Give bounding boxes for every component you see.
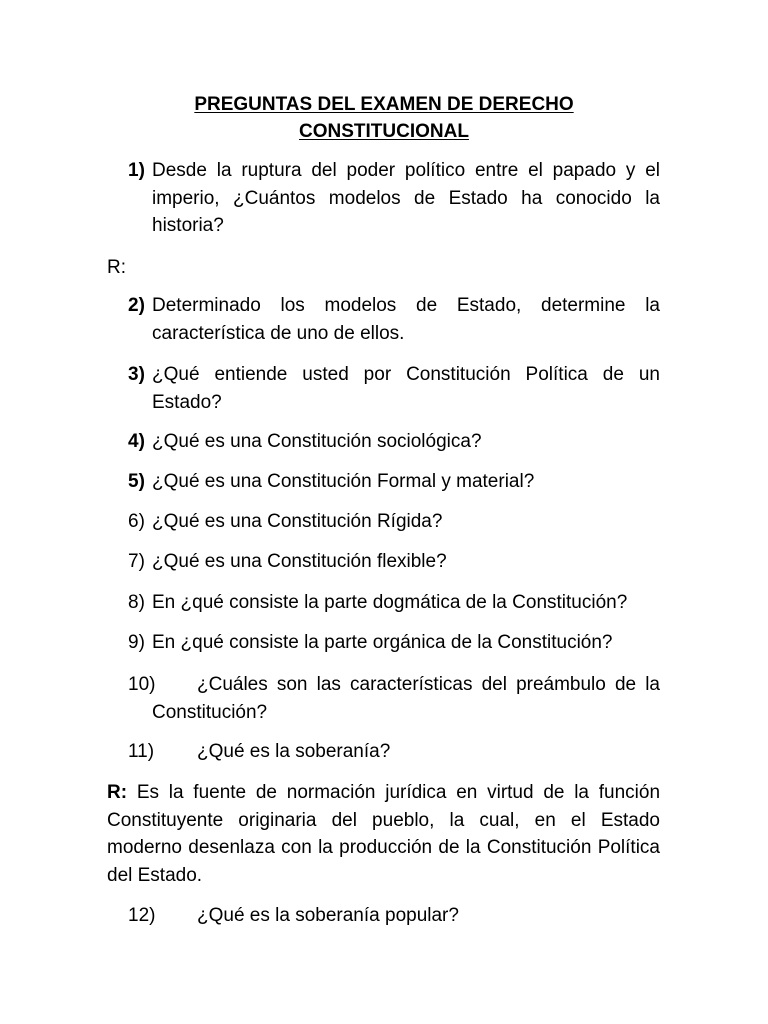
question-text: ¿Qué es una Constitución sociológica? <box>152 431 482 452</box>
question-text: ¿Qué es una Constitución Formal y material? <box>152 471 535 492</box>
question-4 <box>128 428 660 456</box>
title-line-1: PREGUNTAS DEL EXAMEN DE DERECHO <box>194 94 574 115</box>
question-number: 10) <box>128 674 156 695</box>
question-text: ¿Cuáles son las características del preámbulo de la Constitución? <box>152 674 660 723</box>
question-3 <box>128 361 660 416</box>
question-text: Desde la ruptura del poder político entre el papado y el imperio, ¿Cuántos modelos de Estado ha conocido la historia? <box>152 160 660 236</box>
question-10 <box>128 671 660 726</box>
question-1 <box>128 157 660 240</box>
answer-text: Es la fuente de normación jurídica en virtud de la función Constituyente originaria del pueblo, la cual, en el Estado moderno desenlaza con la producción de la Constitución Política del Estado. <box>107 782 661 886</box>
question-8 <box>128 589 660 617</box>
answer-label: R: <box>107 257 126 278</box>
question-6 <box>128 508 660 536</box>
title-line-2: CONSTITUCIONAL <box>299 121 469 142</box>
question-number: 12) <box>128 905 156 926</box>
question-number: 4) <box>128 431 145 452</box>
question-text: ¿Qué entiende usted por Constitución Política de un Estado? <box>152 364 660 413</box>
question-text: ¿Qué es una Constitución Rígida? <box>152 511 443 532</box>
question-number: 11) <box>128 741 155 762</box>
question-number: 3) <box>128 364 145 385</box>
question-number: 9) <box>128 632 145 653</box>
question-number: 6) <box>128 511 145 532</box>
question-text: ¿Qué es una Constitución flexible? <box>152 551 447 572</box>
question-number: 2) <box>128 295 145 316</box>
question-text: ¿Qué es la soberanía? <box>197 741 391 762</box>
answer-2 <box>107 779 660 889</box>
question-5 <box>128 468 660 496</box>
question-11 <box>128 738 660 766</box>
question-text: En ¿qué consiste la parte dogmática de la Constitución? <box>152 592 628 613</box>
question-2 <box>128 292 660 347</box>
question-7 <box>128 548 660 576</box>
question-text: En ¿qué consiste la parte orgánica de la Constitución? <box>152 632 613 653</box>
answer-label: R: <box>107 782 128 803</box>
question-number: 8) <box>128 592 145 613</box>
question-text: ¿Qué es la soberanía popular? <box>197 905 459 926</box>
question-number: 1) <box>128 160 145 181</box>
question-number: 7) <box>128 551 145 572</box>
question-12 <box>128 902 660 930</box>
answer-1 <box>107 254 660 282</box>
question-9 <box>128 629 660 657</box>
question-text: Determinado los modelos de Estado, determine la característica de uno de ellos. <box>152 295 660 344</box>
question-number: 5) <box>128 471 145 492</box>
